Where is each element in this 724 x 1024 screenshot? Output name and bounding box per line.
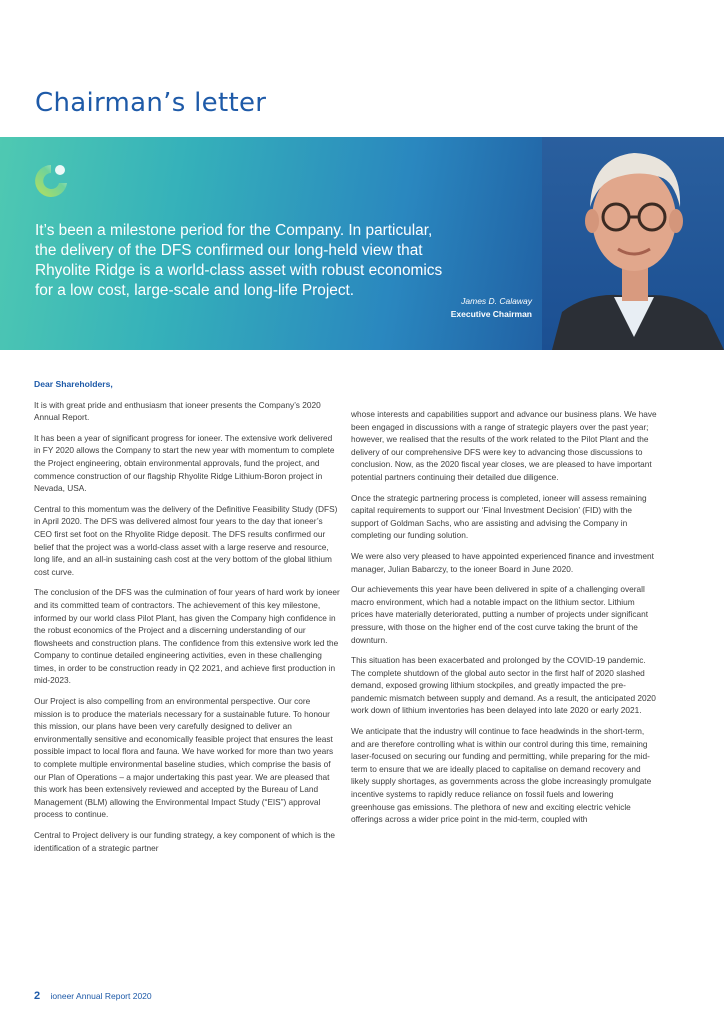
signature-name: James D. Calaway [461, 296, 532, 306]
paragraph: We anticipate that the industry will continue to face headwinds in the short-term, and are therefore controlling what is within our control during this time, remaining laser-focused on securing our funding and permitting, while preparing for the mid-term to ensure that we are ideally placed to capitalise on demand recovery and likely supply shortages, as governments across the globe increasingly promulgate incentive systems to rapidly reduce reliance on fossil fuels and lowering greenhouse gas emissions. The plethora of new and exciting electric vehicle offerings across a wider price point in the mid-term, coupled with [351, 726, 652, 825]
page-title: Chairman’s letter [35, 88, 267, 118]
banner-quote: It’s been a milestone period for the Company. In particular, the delivery of the DFS confirmed our long-held view that Rhyolite Ridge is a world-class asset with robust economics for a low cost, large-scale and long-life Project. [35, 222, 443, 299]
paragraph: We were also very pleased to have appointed experienced finance and investment manager, Julian Babarczy, to the ioneer Board in June 2020. [351, 550, 654, 574]
chairman-portrait [542, 137, 724, 350]
paragraph: Our achievements this year have been delivered in spite of a challenging overall macro environment, which had a notable impact on the lithium sector. Lithium prices have materially deteriorated, putting a number of projects under significant pressure, with those on the higher end of the cost curve taking the brunt of the downturn. [351, 584, 649, 645]
signature-role: Executive Chairman [450, 309, 532, 319]
salutation: Dear Shareholders, [34, 379, 113, 389]
letter-column-right [351, 408, 657, 834]
page-number: 2 [34, 990, 41, 1002]
paragraph: Central to this momentum was the delivery of the Definitive Feasibility Study (DFS) in April 2020. The DFS was delivered almost four years to the day that ioneer’s CEO first set foot on the Rhyolite Ridge deposit. The DFS results confirmed our belief that the project was a world-class asset with a large reserve and resource, long life, and an all-in sustaining cash cost at the very bottom of the global lithium cost curve. [34, 503, 338, 577]
paragraph: Once the strategic partnering process is completed, ioneer will assess remaining capital requirements to support our ‘Final Investment Decision’ (FID) with the support of Goldman Sachs, who are assisting and advising the Company in completing our funding solution. [351, 492, 647, 541]
paragraph: whose interests and capabilities support and advance our business plans. We have been engaged in discussions with a range of strategic players over the past year; however, we realised that the results of the work related to the Pilot Plant and the delivery of our comprehensive DFS were key to advancing those discussions to conclusion. Now, as the 2020 fiscal year closes, we are pleased to have important potential partners continuing their detailed due diligence. [351, 409, 657, 482]
page-footer [34, 990, 152, 1002]
letter-column-left [34, 378, 340, 862]
report-name: ioneer Annual Report 2020 [50, 991, 152, 1001]
quote-banner [0, 137, 724, 350]
paragraph: This situation has been exacerbated and prolonged by the COVID-19 pandemic. The complete shutdown of the global auto sector in the first half of 2020 slashed demand, exposed growing lithium stockpiles, and greatly impacted the pre-pandemic mismatch between supply and demand. As a result, the anticipated 2020 work down of lithium inventories has been delayed into late 2020 or early 2021. [351, 655, 656, 716]
paragraph: Our Project is also compelling from an environmental perspective. Our core mission is to produce the materials necessary for a sustainable future. To honour this mission, our plans have been very carefully designed to deliver an environmentally sensitive and economically feasible project that ensures the least possible impact to local flora and fauna. We have worked for more than two years to complete multiple environmental baseline studies, which comprise the basis of our Plan of Operations – a major undertaking this past year. We are pleased that this work has been extensively reviewed and accepted by the Bureau of Land Management (BLM) allowing the Environmental Impact Study (“EIS”) approval process to continue. [34, 696, 334, 820]
paragraph: Central to Project delivery is our funding strategy, a key component of which is the identification of a strategic partner [34, 830, 335, 853]
paragraph: The conclusion of the DFS was the culmination of four years of hard work by ioneer and its committed team of contractors. The achievement of this key milestone, informed by our world class Pilot Plant, has given the Company high confidence in the robust economics of the Project and a discerning understanding of our flowsheets and construction plans. The confidence from this extensive work led the Company to continue detailed engineering activities, even in these challenging times, in order to be construction ready in Q2 2021, and achieve first production in mid-2023. [34, 587, 340, 686]
paragraph: It has been a year of significant progress for ioneer. The extensive work delivered in FY 2020 allows the Company to start the new year with momentum to complete the Project engineering, obtain environmental approvals, fund the project, and commence construction of our flagship Rhyolite Ridge Lithium-Boron project in Nevada, USA. [34, 432, 335, 494]
paragraph: It is with great pride and enthusiasm that ioneer presents the Company’s 2020 Annual Report. [34, 399, 321, 423]
ioneer-logo-icon [32, 161, 70, 201]
